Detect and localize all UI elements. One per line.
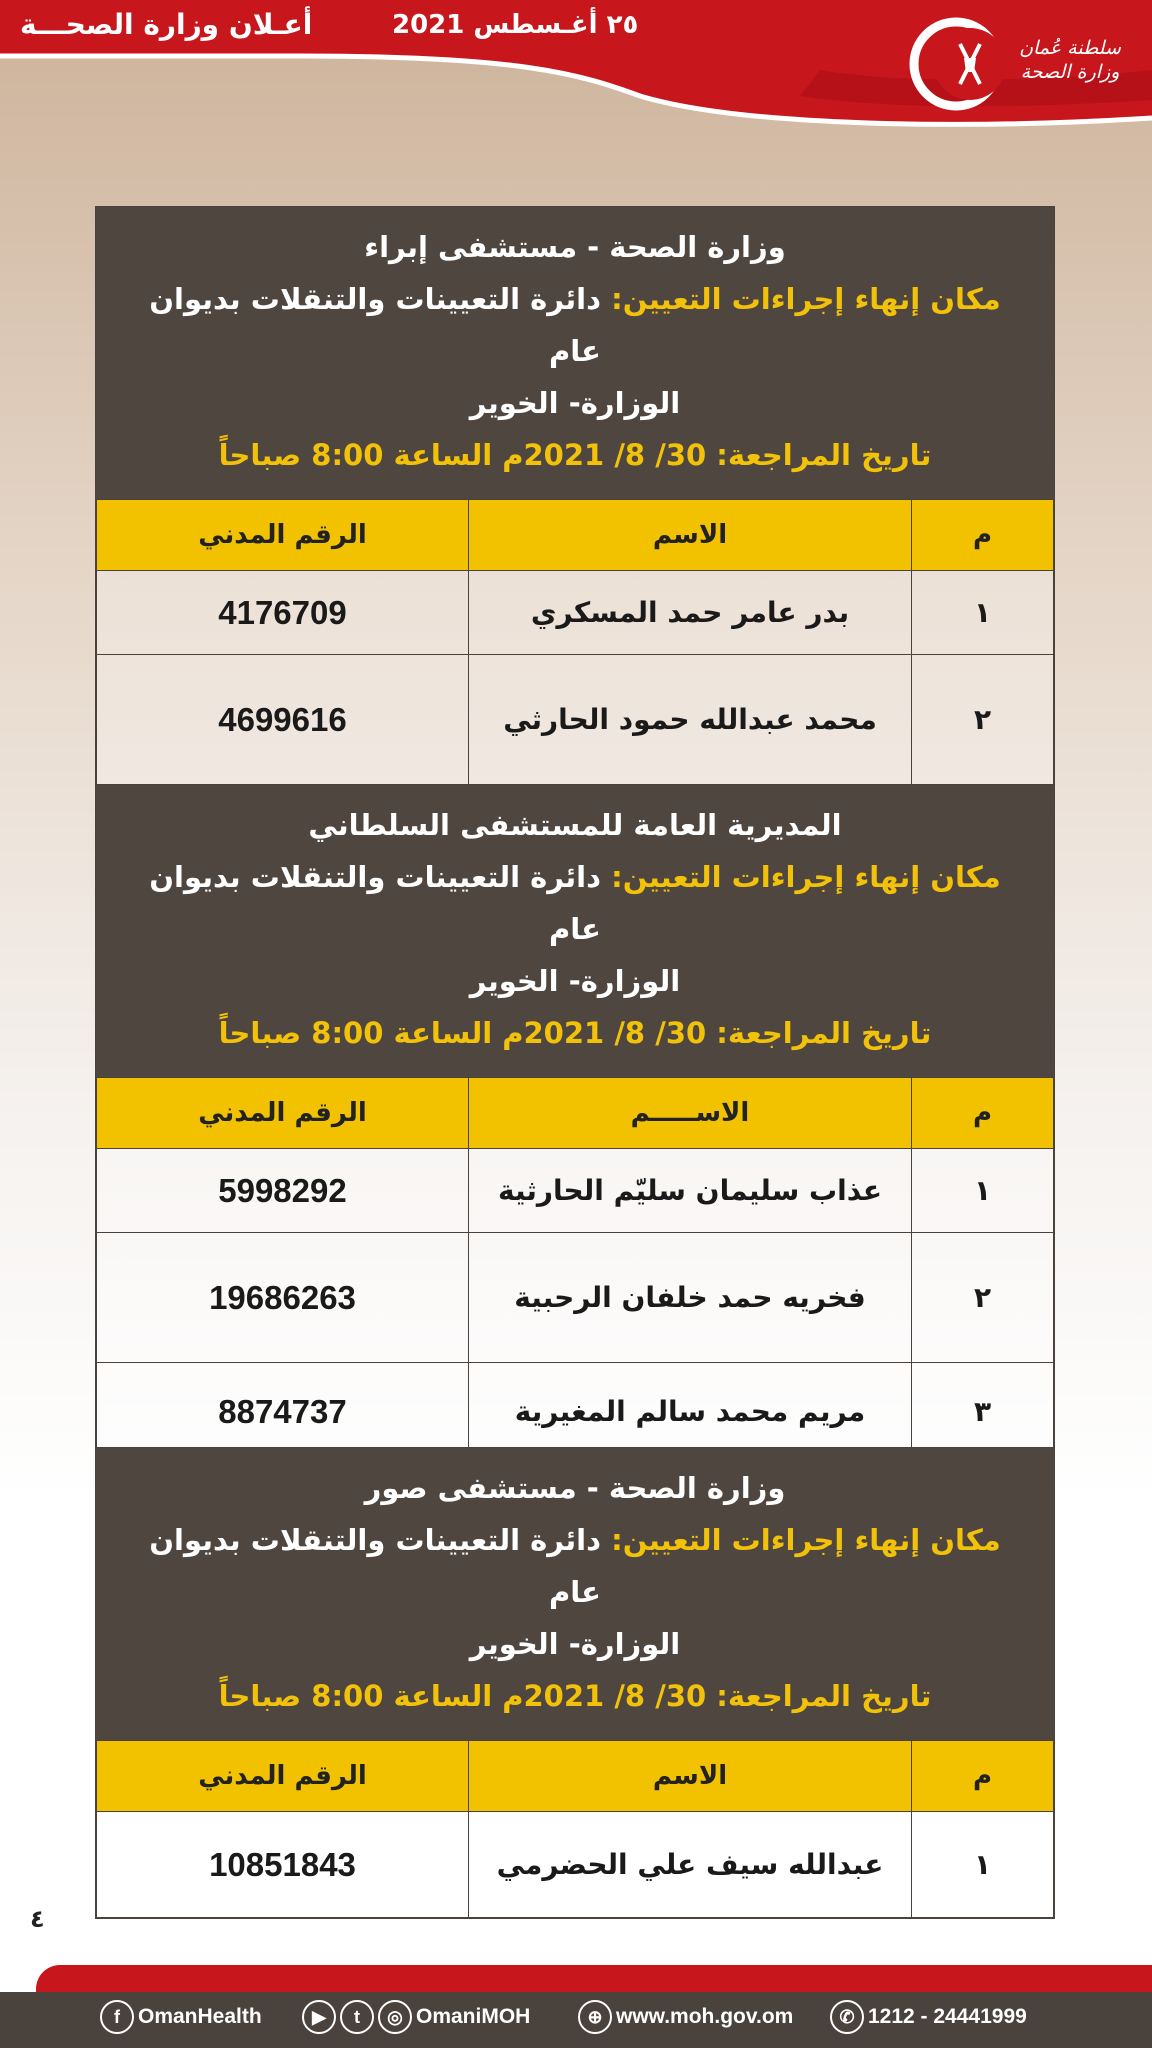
row-civil-id: 4699616 — [97, 655, 469, 785]
emblem-icon — [908, 14, 1008, 114]
col-civil-id: الرقم المدني — [97, 1741, 469, 1812]
date-label: تاريخ المراجعة: — [716, 1016, 932, 1050]
row-name: عبدالله سيف علي الحضرمي — [469, 1812, 912, 1918]
instagram-icon[interactable]: ◎ — [378, 2000, 412, 2034]
twitter-icon[interactable]: t — [340, 2000, 374, 2034]
candidates-table — [96, 499, 1054, 785]
row-name: فخريه حمد خلفان الرحبية — [469, 1233, 912, 1363]
table-row — [97, 571, 1054, 655]
row-civil-id: 10851843 — [97, 1812, 469, 1918]
appointment-card-1 — [95, 206, 1055, 786]
row-index: ٢ — [912, 1233, 1054, 1363]
table-header-row — [97, 1741, 1054, 1812]
table-row — [97, 1363, 1054, 1461]
row-index: ١ — [912, 571, 1054, 655]
place-value: دائرة التعيينات والتنقلات بديوان عام — [149, 282, 602, 368]
row-name: مريم محمد سالم المغيرية — [469, 1363, 912, 1461]
place-label: مكان إنهاء إجراءات التعيين: — [611, 860, 1001, 894]
appointment-card-2 — [95, 784, 1055, 1462]
page-footer — [0, 1992, 1152, 2048]
date-label: تاريخ المراجعة: — [716, 438, 932, 472]
table-row — [97, 655, 1054, 785]
row-index: ١ — [912, 1149, 1054, 1233]
row-civil-id: 5998292 — [97, 1149, 469, 1233]
table-row — [97, 1812, 1054, 1918]
col-civil-id: الرقم المدني — [97, 1078, 469, 1149]
date-value: 30/ 8/ 2021م الساعة 8:00 صباحاً — [218, 1679, 707, 1713]
row-civil-id: 4176709 — [97, 571, 469, 655]
date-label: تاريخ المراجعة: — [716, 1679, 932, 1713]
col-index: م — [912, 1078, 1054, 1149]
candidates-table — [96, 1740, 1054, 1918]
col-name: الاسم — [469, 500, 912, 571]
announcement-date: ٢٥ أغـسطس 2021 — [392, 10, 639, 40]
row-name: بدر عامر حمد المسكري — [469, 571, 912, 655]
row-name: محمد عبدالله حمود الحارثي — [469, 655, 912, 785]
ministry-name: سلطنة عُمان وزارة الصحة — [1019, 37, 1121, 83]
col-index: م — [912, 1741, 1054, 1812]
card-header — [96, 1448, 1054, 1740]
card-header — [96, 207, 1054, 499]
card-org: وزارة الصحة - مستشفى إبراء — [364, 230, 786, 264]
row-index: ١ — [912, 1812, 1054, 1918]
place-value: دائرة التعيينات والتنقلات بديوان عام — [149, 860, 602, 946]
website-url: www.moh.gov.om — [616, 2005, 794, 2028]
page-number: ٤ — [30, 1905, 45, 1933]
date-value: 30/ 8/ 2021م الساعة 8:00 صباحاً — [218, 1016, 707, 1050]
row-name: عذاب سليمان سليّم الحارثية — [469, 1149, 912, 1233]
facebook-handle: OmanHealth — [138, 2005, 262, 2028]
phone-icon: ✆ — [830, 2000, 864, 2034]
globe-icon: ⊕ — [578, 2000, 612, 2034]
date-value: 30/ 8/ 2021م الساعة 8:00 صباحاً — [218, 438, 707, 472]
place-value-2: الوزارة- الخوير — [469, 964, 681, 998]
card-org: المديرية العامة للمستشفى السلطاني — [308, 808, 842, 842]
candidates-table — [96, 1077, 1054, 1461]
facebook-link[interactable] — [100, 2000, 262, 2034]
row-civil-id: 19686263 — [97, 1233, 469, 1363]
col-name: الاســـــم — [469, 1078, 912, 1149]
facebook-icon: f — [100, 2000, 134, 2034]
table-row — [97, 1149, 1054, 1233]
table-header-row — [97, 1078, 1054, 1149]
table-header-row — [97, 500, 1054, 571]
page-header — [0, 0, 1152, 130]
announcement-title: أعـلان وزارة الصحـــة — [20, 8, 313, 41]
social-links[interactable] — [302, 2000, 530, 2034]
col-civil-id: الرقم المدني — [97, 500, 469, 571]
card-org: وزارة الصحة - مستشفى صور — [364, 1471, 786, 1505]
col-index: م — [912, 500, 1054, 571]
website-link[interactable] — [578, 2000, 793, 2034]
place-value-2: الوزارة- الخوير — [469, 386, 681, 420]
card-header — [96, 785, 1054, 1077]
table-row — [97, 1233, 1054, 1363]
place-value-2: الوزارة- الخوير — [469, 1627, 681, 1661]
row-index: ٢ — [912, 655, 1054, 785]
appointment-card-3 — [95, 1447, 1055, 1919]
phone-number: 1212 - 24441999 — [868, 2005, 1027, 2028]
row-civil-id: 8874737 — [97, 1363, 469, 1461]
phone-contact[interactable] — [830, 2000, 1027, 2034]
place-label: مكان إنهاء إجراءات التعيين: — [611, 282, 1001, 316]
youtube-icon[interactable]: ▶ — [302, 2000, 336, 2034]
place-label: مكان إنهاء إجراءات التعيين: — [611, 1523, 1001, 1557]
social-handle: OmaniMOH — [416, 2005, 531, 2028]
row-index: ٣ — [912, 1363, 1054, 1461]
col-name: الاسم — [469, 1741, 912, 1812]
place-value: دائرة التعيينات والتنقلات بديوان عام — [149, 1523, 602, 1609]
